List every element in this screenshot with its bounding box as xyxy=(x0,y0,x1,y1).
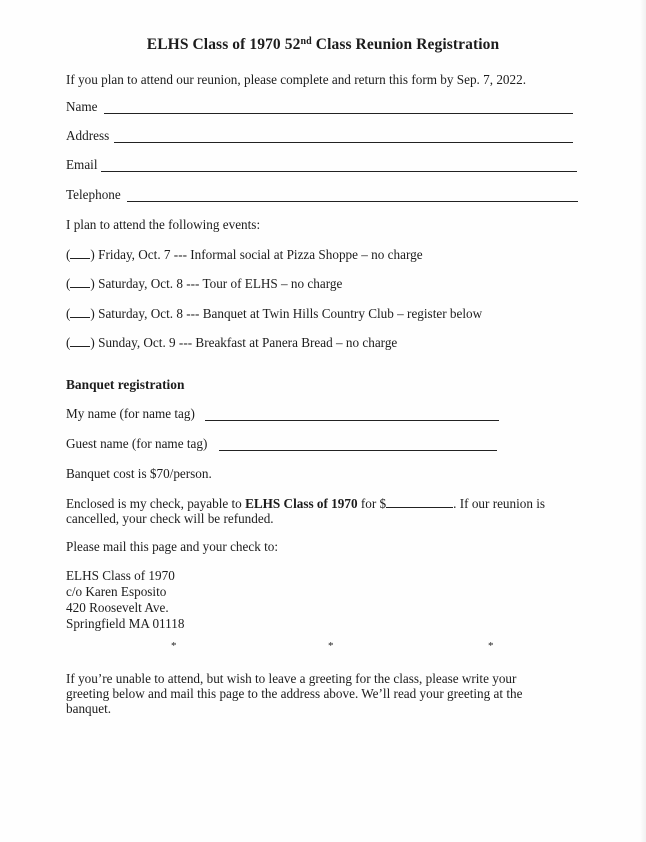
check-text-mid: for $ xyxy=(357,496,387,511)
event-item xyxy=(66,306,482,322)
paren-close: ) xyxy=(90,335,95,350)
paren-open: ( xyxy=(66,306,71,321)
separator-star: * xyxy=(488,640,494,652)
check-amount-field[interactable] xyxy=(386,496,453,508)
guest-name-label: Guest name (for name tag) xyxy=(66,436,208,451)
check-text-pre: Enclosed is my check, payable to xyxy=(66,496,246,511)
address-line: Springfield MA 01118 xyxy=(66,616,185,631)
check-payee: ELHS Class of 1970 xyxy=(245,496,358,511)
event-item xyxy=(66,335,397,351)
telephone-field[interactable] xyxy=(127,201,578,202)
paren-open: ( xyxy=(66,247,71,262)
greeting-line: If you’re unable to attend, but wish to leave a greeting for the class, please write your xyxy=(66,671,517,686)
greeting-writing-area[interactable] xyxy=(60,720,580,830)
mail-instructions: Please mail this page and your check to: xyxy=(66,539,279,554)
check-text-post: . If our reunion is xyxy=(453,496,546,511)
paren-open: ( xyxy=(66,276,71,291)
guest-name-field[interactable] xyxy=(219,450,497,451)
event-tour-checkbox[interactable] xyxy=(70,276,90,288)
event-label: Saturday, Oct. 8 --- Tour of ELHS – no charge xyxy=(94,276,343,291)
paren-close: ) xyxy=(90,306,95,321)
greeting-instructions xyxy=(66,671,522,716)
check-instructions xyxy=(66,496,545,526)
event-friday-checkbox[interactable] xyxy=(70,247,90,259)
address-field[interactable] xyxy=(114,142,573,143)
address-label: Address xyxy=(66,128,110,143)
paren-close: ) xyxy=(90,247,95,262)
check-refund-note: cancelled, your check will be refunded. xyxy=(66,511,274,526)
name-label: Name xyxy=(66,99,98,114)
name-field[interactable] xyxy=(104,113,573,114)
banquet-cost: Banquet cost is $70/person. xyxy=(66,466,212,481)
event-breakfast-checkbox[interactable] xyxy=(70,335,90,347)
greeting-line: greeting below and mail this page to the address above. We’ll read your greeting at the xyxy=(66,686,523,701)
banquet-heading: Banquet registration xyxy=(66,377,185,392)
intro-text: If you plan to attend our reunion, please complete and return this form by Sep. 7, 2022. xyxy=(66,72,526,87)
greeting-line: banquet. xyxy=(66,701,112,716)
my-name-label: My name (for name tag) xyxy=(66,406,195,421)
my-name-field[interactable] xyxy=(205,420,499,421)
email-field[interactable] xyxy=(101,171,577,172)
address-line: 420 Roosevelt Ave. xyxy=(66,600,169,615)
address-line: ELHS Class of 1970 xyxy=(66,568,175,583)
paren-open: ( xyxy=(66,335,71,350)
event-label: Friday, Oct. 7 --- Informal social at Pizza Shoppe – no charge xyxy=(94,247,423,262)
address-line: c/o Karen Esposito xyxy=(66,584,167,599)
separator-star: * xyxy=(328,640,334,652)
event-banquet-checkbox[interactable] xyxy=(70,306,90,318)
event-label: Saturday, Oct. 8 --- Banquet at Twin Hills Country Club – register below xyxy=(94,306,483,321)
paren-close: ) xyxy=(90,276,95,291)
separator-star: * xyxy=(171,640,177,652)
form-title xyxy=(0,36,646,54)
title-main: ELHS Class of 1970 52 xyxy=(146,36,301,53)
events-intro: I plan to attend the following events: xyxy=(66,217,261,232)
mailing-address xyxy=(66,568,184,632)
event-item xyxy=(66,276,342,292)
email-label: Email xyxy=(66,157,98,172)
event-label: Sunday, Oct. 9 --- Breakfast at Panera Bread – no charge xyxy=(94,335,398,350)
event-item xyxy=(66,247,423,263)
title-ordinal-suffix: nd xyxy=(300,36,312,47)
telephone-label: Telephone xyxy=(66,187,121,202)
title-rest: Class Reunion Registration xyxy=(311,36,500,53)
